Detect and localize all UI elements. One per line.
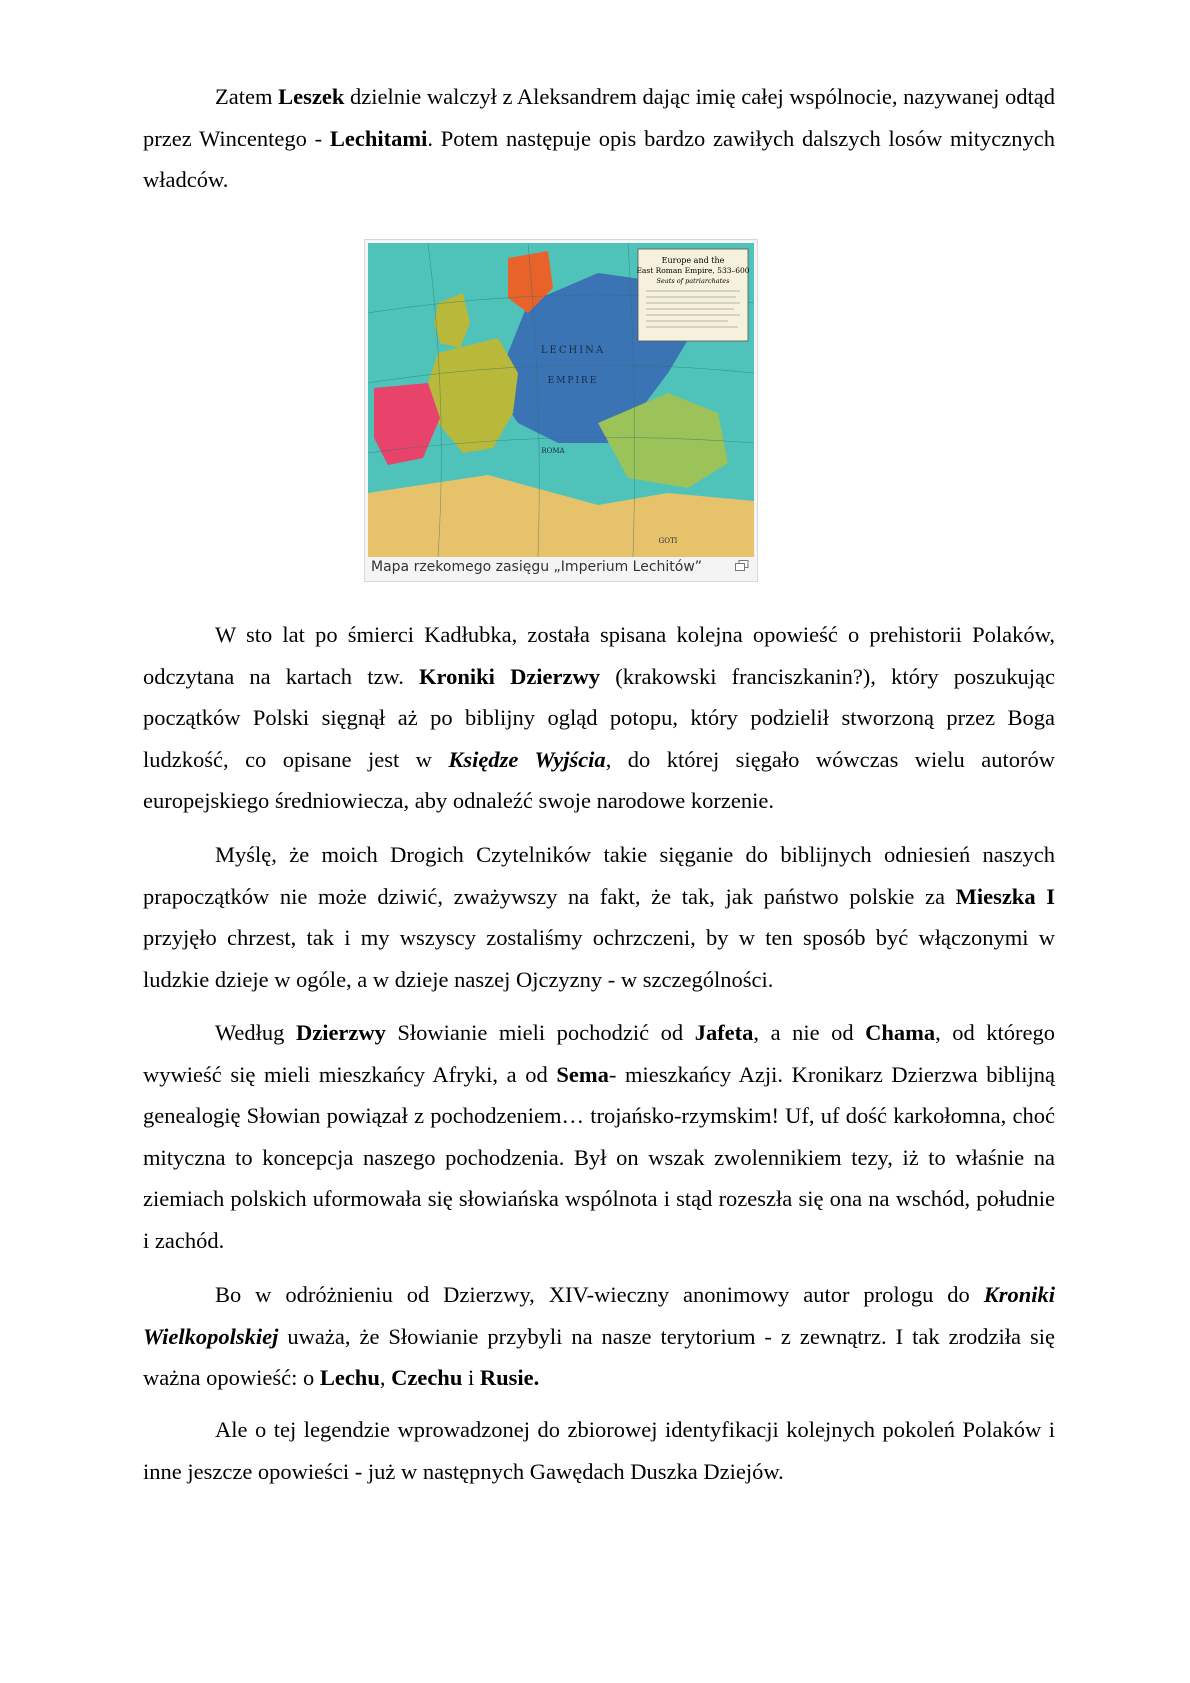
paragraph-4 <box>143 1012 1055 1261</box>
paragraph-3 <box>143 834 1055 1000</box>
text-run: Ale o tej legendzie wprowadzonej do zbiorowej identyfikacji kolejnych pokoleń Polaków i inne jeszcze opowieści - już w następnych Gawędach Duszka Dziejów. <box>143 1417 1055 1484</box>
text-run: (krakowski franciszkanin?), który poszukując początków Polski sięgnął aż po biblijny ogląd potopu, który podzielił stworzoną przez Boga ludzkość, co opisane jest w <box>143 663 1056 772</box>
legend-title-2: East Roman Empire, 533–600 <box>636 266 750 275</box>
text-run: - mieszkańcy Azji. Kronikarz Dzierzwa biblijną genealogię Słowian powiązał z pochodzeniem… trojańsko-rzymskim! Uf, uf dość karkołomna, choć mityczna to koncepcja naszego pochodzenia. Był on wszak zwolennikiem tezy, iż to właśnie na ziemiach polskich uformowała się słowiańska wspólnota i stąd rozeszła się ona na wschód, południe i zachód. <box>143 1061 1055 1253</box>
text-run: , <box>379 1365 392 1390</box>
emphasis-text: Kroniki Wielkopolskiej <box>143 1282 1055 1349</box>
emphasis-text: Sema <box>556 1061 609 1087</box>
map-figure[interactable] <box>364 239 758 582</box>
text-run: Słowianie mieli pochodzić od <box>385 1020 695 1045</box>
paragraph-1 <box>143 76 1055 201</box>
legend-subtitle: Seats of patriarchates <box>656 277 730 285</box>
text-run: uważa, że Słowianie przybyli na nasze terytorium - z zewnątrz. I tak zrodziła się ważna opowieść: o <box>143 1323 1055 1390</box>
emphasis-text: Leszek <box>278 84 345 109</box>
paragraph-5 <box>143 1274 1055 1399</box>
emphasis-text: Lechu <box>319 1365 380 1390</box>
emphasis-text: Kroniki Dzierzwy <box>419 663 601 689</box>
text-run: dzielnie walczył z Aleksandrem dając imię całej wspólnocie, nazywanej odtąd przez Wincentego - <box>143 84 1055 151</box>
text-run: Myślę, że moich Drogich Czytelników takie sięganie do biblijnych odniesień naszych prapoczątków nie może dziwić, zważywszy na fakt, że tak, jak państwo polskie za <box>143 842 1055 909</box>
enlarge-icon[interactable] <box>735 560 749 571</box>
figure-caption: Mapa rzekomego zasięgu „Imperium Lechitów” <box>371 559 703 575</box>
legend-title-1: Europe and the <box>661 256 725 265</box>
text-run: Zatem <box>215 84 279 109</box>
emphasis-text: Rusie. <box>479 1365 540 1390</box>
text-run: , od którego wywieść się mieli mieszkańcy Afryki, a od <box>143 1020 1055 1087</box>
map-label-small-1: ROMA <box>541 447 565 455</box>
text-run: W sto lat po śmierci Kadłubka, została spisana kolejna opowieść o prehistorii Polaków, odczytana na kartach tzw. <box>143 622 1055 689</box>
paragraph-2 <box>143 614 1055 822</box>
paragraph-6 <box>143 1409 1055 1492</box>
emphasis-text: Mieszka I <box>955 883 1055 909</box>
text-run: i <box>462 1365 480 1390</box>
emphasis-text: Chama <box>865 1020 936 1045</box>
map-label-region-top: LECHINA <box>540 345 606 356</box>
map-label-region-bottom: EMPIRE <box>547 376 599 386</box>
text-run: , a nie od <box>753 1020 866 1045</box>
map-image <box>368 243 754 557</box>
emphasis-text: Dzierzwy <box>295 1020 386 1045</box>
emphasis-text: Jafeta <box>694 1020 754 1045</box>
emphasis-text: Lechitami <box>329 125 428 151</box>
text-run: Według <box>215 1020 296 1045</box>
emphasis-text: Czechu <box>391 1365 463 1390</box>
text-run: . Potem następuje opis bardzo zawiłych dalszych losów mitycznych władców. <box>143 125 1056 192</box>
text-run: , do której sięgało wówczas wielu autorów europejskiego średniowiecza, aby odnaleźć swoje narodowe korzenie. <box>143 746 1055 813</box>
emphasis-text: Księdze Wyjścia <box>448 746 606 772</box>
text-run: Bo w odróżnieniu od Dzierzwy, XIV-wieczny anonimowy autor prologu do <box>215 1282 984 1307</box>
map-label-small-2: GOTI <box>658 537 678 545</box>
text-run: przyjęło chrzest, tak i my wszyscy zostaliśmy ochrzczeni, by w ten sposób być włączonymi w ludzkie dzieje w ogóle, a w dzieje naszej Ojczyzny - w szczególności. <box>143 925 1055 992</box>
